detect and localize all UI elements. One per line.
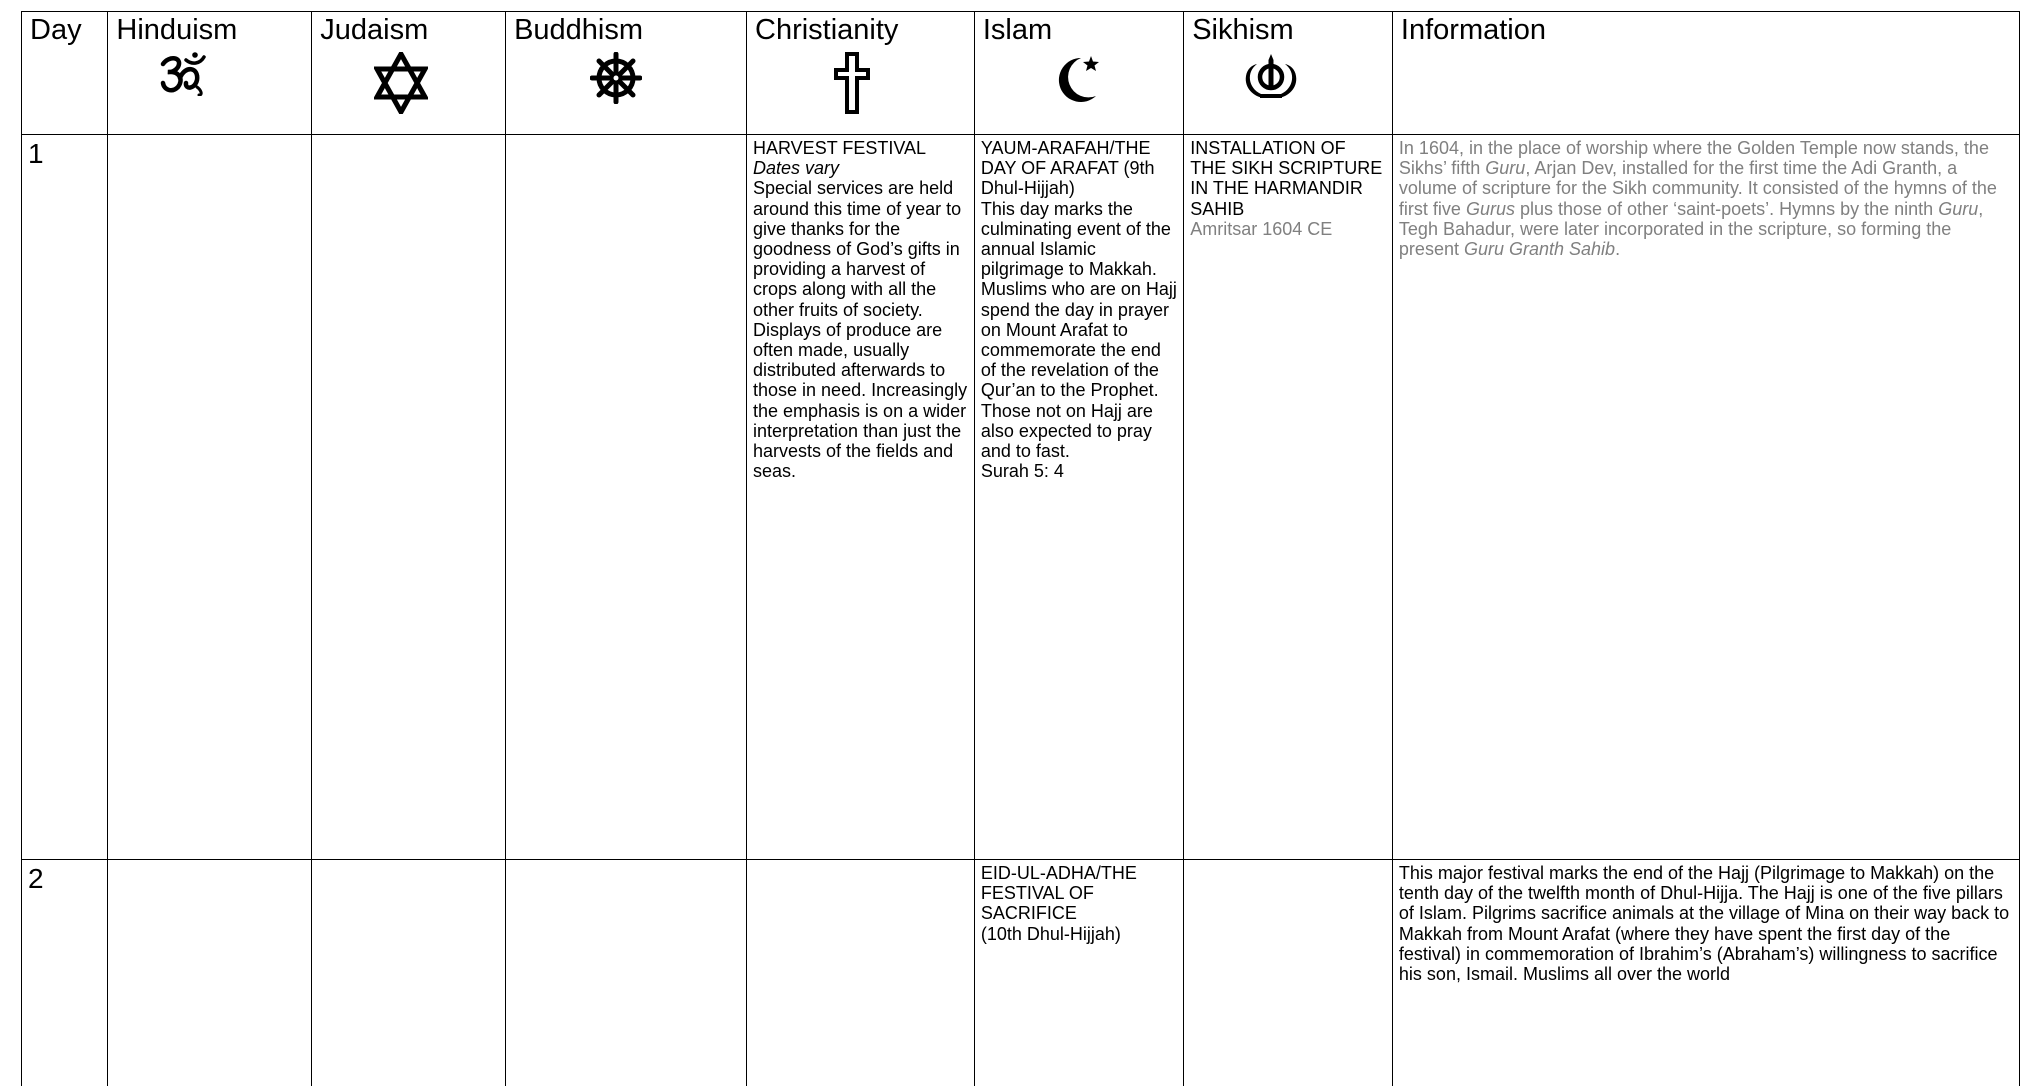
khanda-icon (1192, 52, 1384, 109)
festival-title: YAUM-ARAFAH/THE DAY OF ARAFAT (9th Dhul-Hijjah) (980, 138, 1155, 199)
christianity-cell (747, 860, 975, 1086)
dharma-wheel-icon (514, 52, 738, 111)
festival-calendar-table (21, 11, 2020, 1086)
header-hinduism: Hinduism (108, 12, 312, 135)
crescent-star-icon (983, 52, 1175, 111)
table-row (22, 860, 2020, 1086)
islam-cell (974, 860, 1183, 1086)
hinduism-cell (108, 135, 312, 860)
day-number: 2 (22, 860, 108, 1086)
information-cell: This major festival marks the end of the Hajj (Pilgrimage to Makkah) on the tenth day of the twelfth month of Dhul-Hijja. The Hajj is one of the five pillars of Islam. Pilgrims sacrifice animals at the village of Mina on their way back to Makkah from Mount Arafat (where they have spent the first day of the festival) in commemoration of Ibrahim’s (Abraham’s) willingness to sacrifice his son, Ismail. Muslims all over the world (1392, 860, 2019, 1086)
header-row (22, 12, 2020, 135)
header-sikhism: Sikhism (1184, 12, 1393, 135)
header-judaism: Judaism (312, 12, 506, 135)
buddhism-cell (506, 135, 747, 860)
sikhism-cell (1184, 860, 1393, 1086)
festival-description: Special services are held around this time of year to give thanks for the goodness of God’s gifts in providing a harvest of crops along with all the other fruits of society. Displays of produce are often made, usually distributed afterwards to those in need. Increasingly the emphasis is on a wider interpretation than just the harvests of the fields and seas. (753, 178, 968, 482)
festival-place-date: Amritsar 1604 CE (1190, 218, 1333, 239)
header-christianity: Christianity (747, 12, 975, 135)
information-cell: In 1604, in the place of worship where the Golden Temple now stands, the Sikhs’ fifth Guru, Arjan Dev, installed for the first time the Adi Granth, a volume of scripture for the Sikh community. It consisted of the hymns of the first five Gurus plus those of other ‘saint-poets’. Hymns by the ninth Guru, Tegh Bahadur, were later incorporated in the scripture, so forming the present Guru Granth Sahib. (1392, 135, 2019, 860)
star-of-david-icon (320, 52, 497, 121)
header-buddhism: Buddhism (506, 12, 747, 135)
islam-cell (974, 135, 1183, 860)
om-icon (116, 52, 303, 103)
festival-title: EID-UL-ADHA/THE FESTIVAL OF SACRIFICE (980, 863, 1137, 924)
buddhism-cell (506, 860, 747, 1086)
festival-title: HARVEST FESTIVAL (753, 138, 927, 158)
judaism-cell (312, 860, 506, 1086)
hinduism-cell (108, 860, 312, 1086)
festival-date-note: Dates vary (753, 158, 840, 179)
sikhism-cell (1184, 135, 1393, 860)
festival-title: INSTALLATION OF THE SIKH SCRIPTURE IN THE HARMANDIR SAHIB (1190, 138, 1383, 219)
header-day: Day (22, 12, 108, 135)
festival-description: This day marks the culminating event of the annual Islamic pilgrimage to Makkah. Muslims who are on Hajj spend the day in prayer on Mount Arafat to commemorate the end of the revelation of the Qur’an to the Prophet. Those not on Hajj are also expected to pray and to fast. (980, 198, 1177, 462)
table-row (22, 135, 2020, 860)
judaism-cell (312, 135, 506, 860)
header-information: Information (1392, 12, 2019, 135)
festival-date: (10th Dhul-Hijjah) (980, 923, 1121, 944)
scripture-reference: Surah 5: 4 (980, 461, 1064, 482)
day-number: 1 (22, 135, 108, 860)
christianity-cell (747, 135, 975, 860)
header-islam: Islam (974, 12, 1183, 135)
cross-icon (755, 52, 966, 121)
